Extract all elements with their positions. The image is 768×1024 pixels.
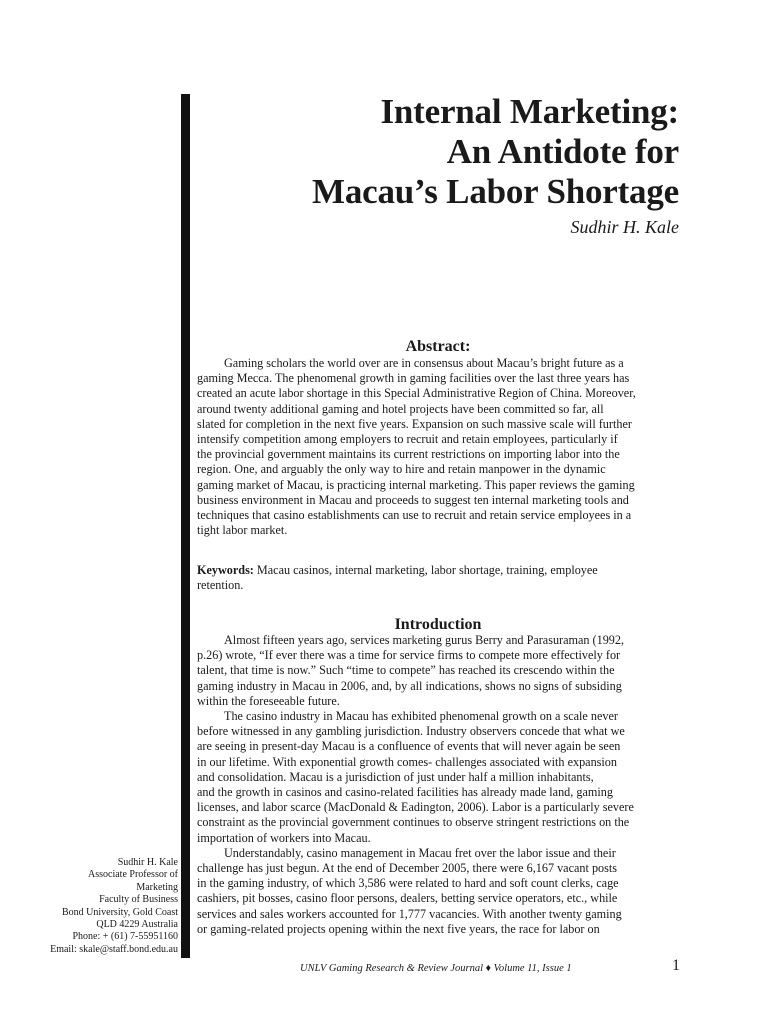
text-line: Almost fifteen years ago, services marketing gurus Berry and Parasuraman (1992, — [224, 633, 625, 647]
abstract-heading: Abstract: — [405, 338, 471, 355]
title-line: Internal Marketing: — [380, 92, 679, 131]
text-line: Macau casinos, internal marketing, labor shortage, training, employee — [253, 563, 598, 577]
page-number: 1 — [672, 957, 680, 974]
text-line: the provincial government maintains its current restrictions on importing labor into the — [197, 447, 620, 462]
keywords — [197, 563, 683, 593]
text-line: and consolidation. Macau is a jurisdiction of just under half a million inhabitants, — [197, 769, 594, 784]
author-name: Sudhir H. Kale — [570, 217, 679, 237]
text-line: services and sales workers accounted for 1,777 vacancies. With another twenty gaming — [197, 906, 622, 921]
journal-footer: UNLV Gaming Research & Review Journal ♦ Volume 11, Issue 1 — [300, 963, 572, 974]
text-line: tight labor market. — [197, 523, 288, 538]
text-line: are seeing in present-day Macau is a confluence of events that will never again be seen — [197, 739, 621, 754]
text-line: in the gaming industry, of which 3,586 were related to hard and soft count clerks, cage — [197, 876, 619, 891]
text-line: licenses, and labor scarce (MacDonald & Eadington, 2006). Labor is a particularly severe — [197, 800, 634, 815]
author-email[interactable]: Email: skale@staff.bond.edu.au — [50, 943, 178, 955]
text-line: intensify competition among employers to recruit and retain employees, particularly if — [197, 432, 618, 447]
abstract-paragraph — [197, 356, 683, 538]
text-line: The casino industry in Macau has exhibited phenomenal growth on a scale never — [224, 709, 618, 724]
vertical-rule — [181, 94, 190, 958]
intro-paragraph — [197, 633, 683, 709]
introduction-body — [197, 633, 683, 937]
text-line: retention. — [197, 578, 244, 593]
intro-paragraph — [197, 709, 683, 846]
abstract-body — [197, 356, 683, 538]
author-info-line: QLD 4229 Australia — [96, 919, 178, 931]
author-info-line: Phone: + (61) 7-55951160 — [72, 931, 178, 943]
keywords-label: Keywords: — [197, 563, 254, 577]
text-line: p.26) wrote, “If ever there was a time for service firms to compete more effectively for — [197, 648, 621, 663]
text-line: slated for completion in the next five years. Expansion on such massive scale will further — [197, 416, 632, 431]
title-line: An Antidote for — [446, 132, 679, 171]
text-line: cashiers, pit bosses, casino floor persons, dealers, betting service operators, etc., while — [197, 891, 618, 906]
intro-paragraph — [197, 846, 683, 937]
title-line: Macau’s Labor Shortage — [312, 172, 679, 211]
text-line: around twenty additional gaming and hotel projects have been committed so far, all — [197, 401, 604, 416]
text-line: within the foreseeable future. — [197, 693, 340, 708]
text-line: importation of workers into Macau. — [197, 830, 371, 845]
text-line: created an acute labor shortage in this Special Administrative Region of China. Moreover, — [197, 386, 636, 401]
text-line: and the growth in casinos and casino-related facilities has already made land, gaming — [197, 785, 613, 800]
author-info — [20, 857, 178, 956]
author-info-line: Associate Professor of — [88, 869, 178, 881]
text-line: before witnessed in any gambling jurisdiction. Industry observers concede that what we — [197, 724, 625, 739]
text-line: or gaming-related projects opening within the next five years, the race for labor on — [197, 921, 600, 936]
text-line: challenge has just begun. At the end of December 2005, there were 6,167 vacant posts — [197, 861, 617, 876]
text-line: gaming Mecca. The phenomenal growth in gaming facilities over the last three years has — [197, 371, 630, 386]
text-line: in our lifetime. With exponential growth comes- challenges associated with expansion — [197, 754, 617, 769]
text-line: constraint as the provincial government continues to observe stringent restrictions on the — [197, 815, 630, 830]
text-line: techniques that casino establishments can use to recruit and retain service employees in a — [197, 508, 632, 523]
author-info-line: Bond University, Gold Coast — [61, 906, 178, 918]
text-line: region. One, and arguably the only way to hire and retain manpower in the dynamic — [197, 462, 606, 477]
text-line: business environment in Macau and proceeds to suggest ten internal marketing tools and — [197, 492, 629, 507]
author-info-line: Marketing — [136, 881, 178, 893]
article-title — [209, 92, 679, 212]
introduction-heading: Introduction — [394, 616, 482, 633]
text-line: Understandably, casino management in Macau fret over the labor issue and their — [224, 845, 616, 860]
text-line: gaming market of Macau, is practicing internal marketing. This paper reviews the gaming — [197, 477, 635, 492]
text-line: Gaming scholars the world over are in consensus about Macau’s bright future as a — [224, 356, 624, 370]
text-line: talent, that time is now.” Such “time to compete” has reached its crescendo within the — [197, 663, 615, 678]
author-info-line: Faculty of Business — [99, 894, 178, 906]
author-info-line: Sudhir H. Kale — [117, 857, 178, 868]
text-line: gaming industry in Macau in 2006, and, by all indications, shows no signs of subsiding — [197, 678, 622, 693]
